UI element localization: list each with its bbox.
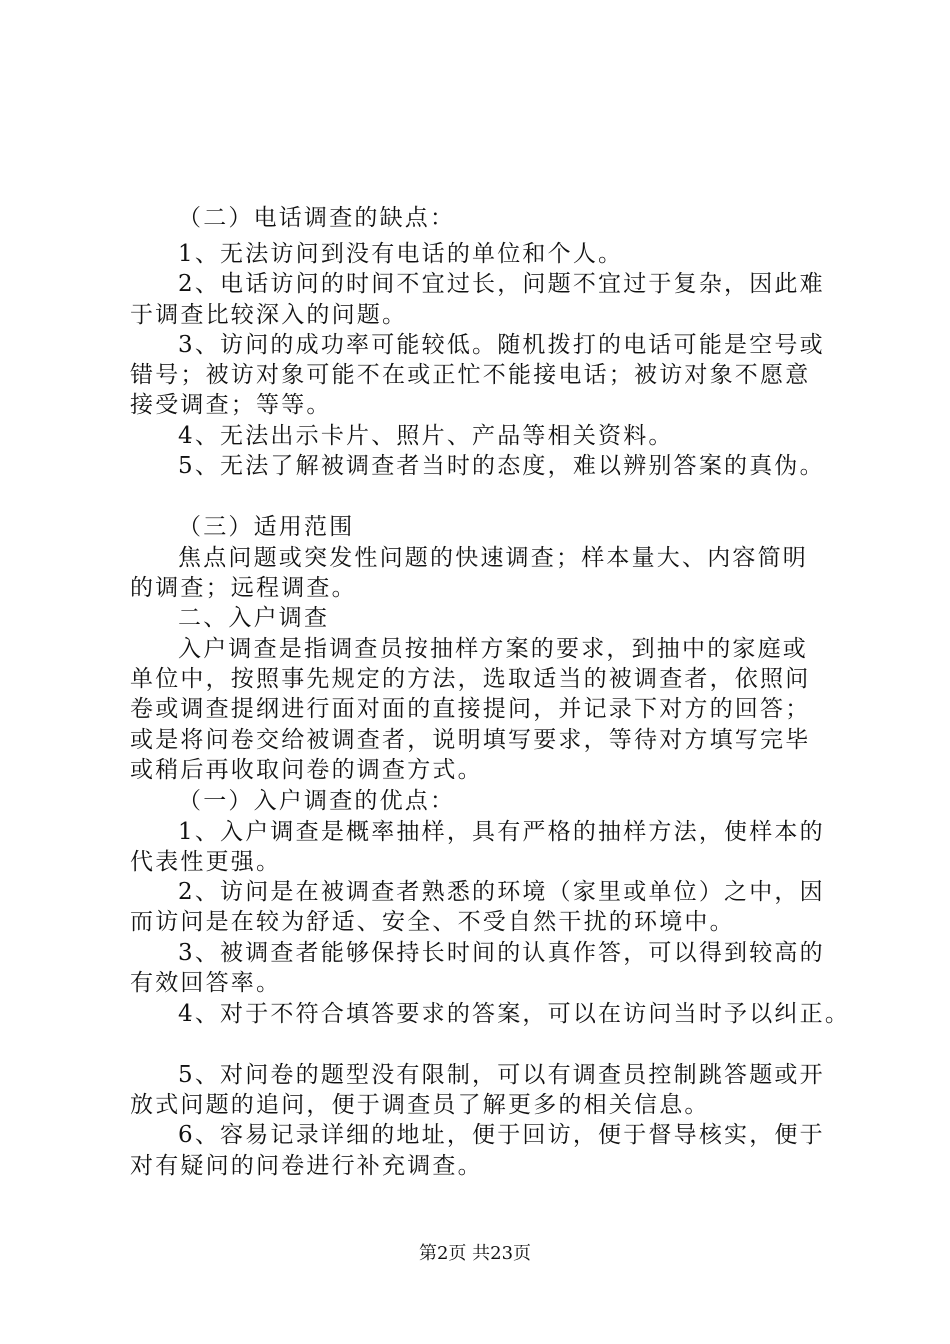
paragraph-line: 而访问是在较为舒适、安全、不受自然干扰的环境中。	[130, 909, 735, 935]
paragraph-line: 3、访问的成功率可能较低。随机拨打的电话可能是空号或	[178, 332, 825, 358]
paragraph-line: 于调查比较深入的问题。	[130, 302, 408, 328]
paragraph-line: 入户调查是指调查员按抽样方案的要求，到抽中的家庭或	[178, 636, 808, 662]
section-heading-scope: （三）适用范围	[178, 514, 355, 540]
paragraph-line: 代表性更强。	[130, 849, 282, 875]
section-heading-home-survey-advantages: （一）入户调查的优点：	[178, 788, 456, 814]
paragraph-line: 或是将问卷交给被调查者，说明填写要求，等待对方填写完毕	[130, 727, 811, 753]
paragraph-line: 放式问题的追问，便于调查员了解更多的相关信息。	[130, 1092, 710, 1118]
paragraph-line: 有效回答率。	[130, 970, 282, 996]
paragraph-line: 4、无法出示卡片、照片、产品等相关资料。	[178, 423, 674, 449]
paragraph-line: 焦点问题或突发性问题的快速调查；样本量大、内容简明	[178, 545, 808, 571]
section-heading-phone-survey-disadvantages: （二）电话调查的缺点：	[178, 205, 456, 231]
paragraph-line: 错号；被访对象可能不在或正忙不能接电话；被访对象不愿意	[130, 362, 811, 388]
paragraph-line: 单位中，按照事先规定的方法，选取适当的被调查者，依照问	[130, 666, 811, 692]
paragraph-line: 对有疑问的问卷进行补充调查。	[130, 1153, 483, 1179]
paragraph-line: 5、无法了解被调查者当时的态度，难以辨别答案的真伪。	[178, 453, 825, 479]
paragraph-line: 4、对于不符合填答要求的答案，可以在访问当时予以纠正。	[178, 1001, 851, 1027]
paragraph-line: 卷或调查提纲进行面对面的直接提问，并记录下对方的回答；	[130, 696, 811, 722]
paragraph-line: 2、电话访问的时间不宜过长，问题不宜过于复杂，因此难	[178, 271, 825, 297]
page-number-footer: 第2页 共23页	[418, 1243, 532, 1264]
paragraph-line: 5、对问卷的题型没有限制，可以有调查员控制跳答题或开	[178, 1062, 825, 1088]
paragraph-line: 6、容易记录详细的地址，便于回访，便于督导核实，便于	[178, 1122, 825, 1148]
paragraph-line: 的调查；远程调查。	[130, 575, 357, 601]
paragraph-line: 2、访问是在被调查者熟悉的环境（家里或单位）之中，因	[178, 879, 825, 905]
paragraph-line: 1、无法访问到没有电话的单位和个人。	[178, 241, 624, 267]
section-heading-home-survey: 二、入户调查	[178, 605, 330, 631]
paragraph-line: 或稍后再收取问卷的调查方式。	[130, 757, 483, 783]
paragraph-line: 3、被调查者能够保持长时间的认真作答，可以得到较高的	[178, 940, 825, 966]
paragraph-line: 1、入户调查是概率抽样，具有严格的抽样方法，使样本的	[178, 819, 825, 845]
paragraph-line: 接受调查；等等。	[130, 392, 332, 418]
